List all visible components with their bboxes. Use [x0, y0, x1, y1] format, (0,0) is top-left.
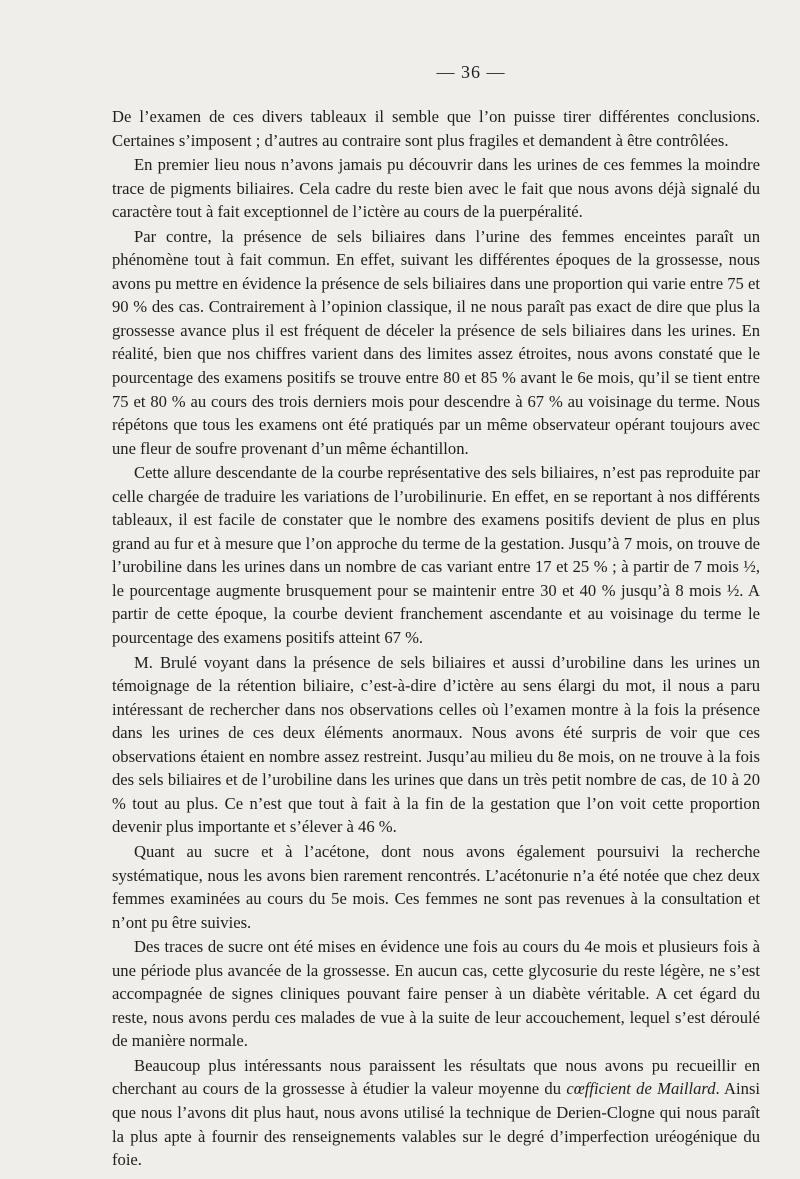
- paragraph-8-after: . Ainsi que nous l’avons dit plus haut, nous avons utilisé la technique de Derien-Clogne qui nous paraît la plus apte à fournir des renseignements valables sur le degré d’imperfection uréogénique du foie.: [112, 1079, 761, 1170]
- coefficient-de-maillard-term: cœfficient de Maillard: [566, 1079, 716, 1099]
- paragraph-6: Quant au sucre et à l’acétone, dont nous avons également poursuivi la recherche systématique, nous les avons bien rarement rencontrés. L’acétonurie n’a été notée que chez deux femmes examinées au cours du 5e mois. Ces femmes ne sont pas revenues à la consultation et n’ont pu être suivies.: [112, 841, 760, 932]
- paragraph-1: De l’examen de ces divers tableaux il semble que l’on puisse tirer différentes conclusions. Certaines s’imposent ; d’autres au contraire sont plus fragiles et demandent à être contrôlées.: [112, 107, 760, 150]
- paragraph-8: [112, 1054, 760, 1172]
- paragraph-5: M. Brulé voyant dans la présence de sels biliaires et aussi d’urobiline dans les urines un témoignage de la rétention biliaire, c’est-à-dire d’ictère au sens élargi du mot, il nous a paru intéressant de rechercher dans nos observations celles où l’examen montre à la fois la présence dans les urines de ces deux éléments anormaux. Nous avons été surpris de voir que ces observations étaient en nombre assez restreint. Jusqu’au milieu du 8e mois, on ne trouve à la fois des sels biliaires et de l’urobiline dans les urines que dans un très petit nombre de cas, de 10 à 20 % tout au plus. Ce n’est que tout à fait à la fin de la gestation que l’on voit cette proportion devenir plus importante et s’élever à 46 %.: [112, 652, 760, 837]
- page-number: — 36 —: [436, 62, 506, 82]
- paragraph-2: En premier lieu nous n’avons jamais pu découvrir dans les urines de ces femmes la moindre trace de pigments biliaires. Cela cadre du reste bien avec le fait que nous avons déjà signalé du caractère tout à fait exceptionnel de l’ictère au cours de la puerpéralité.: [112, 155, 760, 222]
- paragraph-8-before: Beaucoup plus intéressants nous paraissent les résultats que nous avons pu recueillir en cherchant au cours de la grossesse à étudier la valeur moyenne du: [112, 1055, 760, 1099]
- paragraph-3: Par contre, la présence de sels biliaires dans l’urine des femmes enceintes paraît un phénomène tout à fait commun. En effet, suivant les différentes époques de la grossesse, nous avons pu mettre en évidence la présence de sels biliaires dans une proportion qui varie entre 75 et 90 % des cas. Contrairement à l’opinion classique, il ne nous paraît pas exact de dire que plus la grossesse avance plus il est fréquent de déceler la présence de sels biliaires dans les urines. En réalité, bien que nos chiffres varient dans des limites assez étroites, nous avons constaté que le pourcentage des examens positifs se trouve entre 80 et 85 % avant le 6e mois, qu’il se tient entre 75 et 80 % au cours des trois derniers mois pour descendre à 67 % au voisinage du terme. Nous répétons que tous les examens ont été pratiqués par un même observateur opérant toujours avec une fleur de soufre provenant d’un même échantillon.: [112, 226, 760, 458]
- paragraph-4: Cette allure descendante de la courbe représentative des sels biliaires, n’est pas reproduite par celle chargée de traduire les variations de l’urobilinurie. En effet, en se reportant à nos différents tableaux, il est facile de constater que le nombre des examens positifs devient de plus en plus grand au fur et à mesure que l’on approche du terme de la gestation. Jusqu’à 7 mois, on trouve de l’urobiline dans les urines dans un nombre de cas variant entre 17 et 25 % ; à partir de 7 mois ½, le pourcentage augmente brusquement pour se maintenir entre 30 et 40 % jusqu’à 8 mois ½. A partir de cette époque, la courbe devient franchement ascendante et au voisinage du terme le pourcentage des examens positifs atteint 67 %.: [112, 463, 760, 648]
- body-text: [112, 105, 760, 1172]
- paragraph-7: Des traces de sucre ont été mises en évidence une fois au cours du 4e mois et plusieurs fois à une période plus avancée de la grossesse. En aucun cas, cette glycosurie du reste légère, ne s’est accompagnée de signes cliniques pouvant faire penser à un diabète véritable. A cet égard du reste, nous avons perdu ces malades de vue à la suite de leur accouchement, lequel s’est déroulé de manière normale.: [112, 937, 760, 1051]
